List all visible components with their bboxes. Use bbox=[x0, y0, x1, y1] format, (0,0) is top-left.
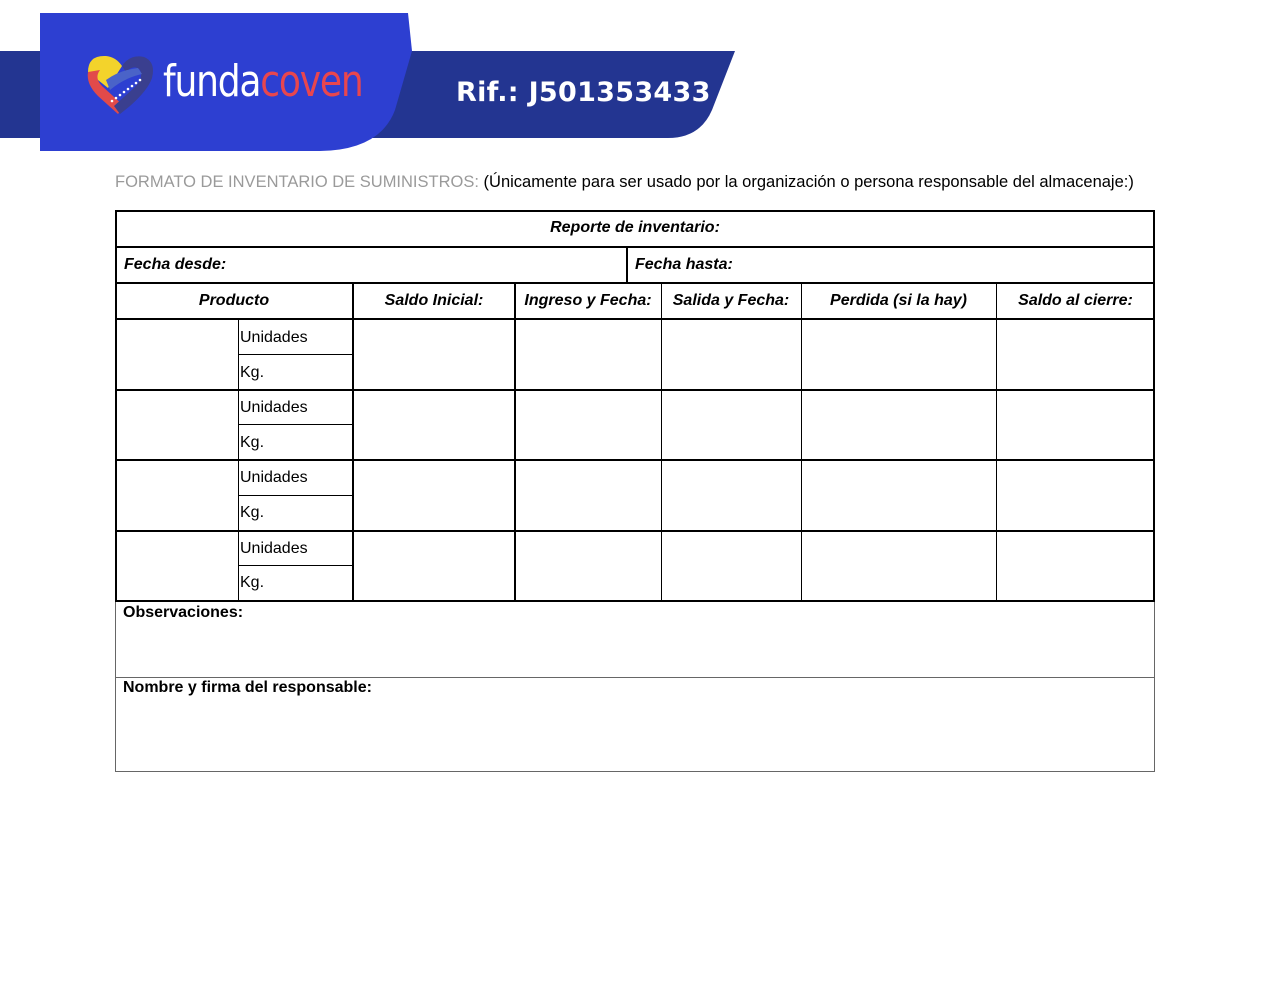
form-border-top bbox=[115, 210, 1155, 212]
col-saldo-cierre: Saldo al cierre: bbox=[1018, 292, 1133, 309]
col-ingreso: Ingreso y Fecha: bbox=[524, 292, 652, 309]
col-saldo-inicial: Saldo Inicial: bbox=[384, 292, 484, 309]
row-divider bbox=[115, 530, 1155, 532]
unit-row-divider bbox=[239, 565, 353, 566]
col-perdida: Perdida (si la hay) bbox=[830, 292, 967, 309]
form-subtitle bbox=[115, 172, 1134, 192]
brand-name bbox=[163, 56, 362, 108]
row-divider bbox=[115, 389, 1155, 391]
unit-row-divider bbox=[239, 495, 353, 496]
date-from-label: Fecha desde: bbox=[124, 256, 227, 273]
row-divider bbox=[115, 318, 1155, 320]
notes-divider bbox=[115, 677, 1155, 678]
unit-label-units: Unidades bbox=[240, 329, 308, 346]
unit-label-units: Unidades bbox=[240, 399, 308, 416]
brand-name-part2: coven bbox=[260, 56, 363, 107]
row-divider bbox=[115, 459, 1155, 461]
unit-label-kg: Kg. bbox=[240, 434, 265, 451]
form-border-left bbox=[115, 210, 117, 602]
report-title: Reporte de inventario: bbox=[550, 219, 720, 236]
col-divider bbox=[661, 282, 662, 602]
col-divider bbox=[996, 282, 997, 602]
signature-label: Nombre y firma del responsable: bbox=[123, 679, 372, 696]
col-producto: Producto bbox=[198, 292, 270, 309]
unit-label-kg: Kg. bbox=[240, 364, 265, 381]
unit-row-divider bbox=[239, 424, 353, 425]
row-divider bbox=[115, 282, 1155, 284]
subtitle-note: (Únicamente para ser usado por la organización o persona responsable del almacenaje:) bbox=[478, 173, 1134, 191]
unit-label-units: Unidades bbox=[240, 540, 308, 557]
col-divider bbox=[514, 282, 516, 602]
rif-number: Rif.: J501353433 bbox=[456, 77, 711, 108]
col-salida: Salida y Fecha: bbox=[672, 292, 790, 309]
unit-row-divider bbox=[239, 354, 353, 355]
form-border-right bbox=[1153, 210, 1155, 602]
unit-label-kg: Kg. bbox=[240, 574, 265, 591]
col-divider bbox=[626, 246, 628, 283]
brand-name-part1: funda bbox=[163, 56, 261, 107]
inventory-form bbox=[115, 210, 1155, 772]
observations-label: Observaciones: bbox=[123, 604, 244, 621]
unit-label-kg: Kg. bbox=[240, 504, 265, 521]
subtitle-prefix: FORMATO DE INVENTARIO DE SUMINISTROS: bbox=[115, 173, 479, 191]
heart-logo-icon bbox=[80, 50, 160, 120]
col-divider bbox=[352, 282, 354, 602]
unit-label-units: Unidades bbox=[240, 469, 308, 486]
col-divider bbox=[801, 282, 802, 602]
row-divider bbox=[115, 246, 1155, 248]
date-to-label: Fecha hasta: bbox=[635, 256, 733, 273]
